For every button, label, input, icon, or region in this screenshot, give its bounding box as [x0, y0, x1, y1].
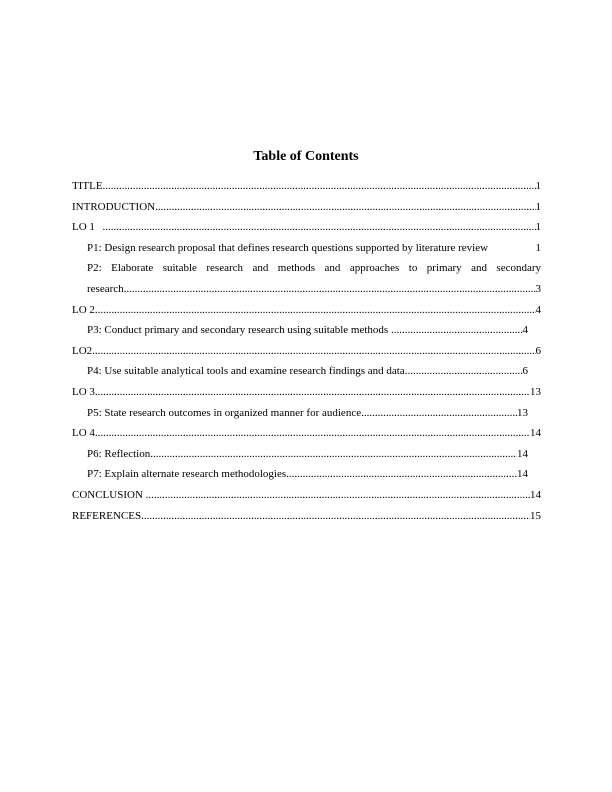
toc-page-number: 3	[535, 282, 541, 295]
toc-entry-label: P3: Conduct primary and secondary research using suitable methods	[87, 324, 391, 337]
toc-entry-conclusion[interactable]	[72, 485, 541, 506]
toc-entry-p1[interactable]	[72, 238, 541, 259]
toc-entry-lo2[interactable]	[72, 300, 541, 321]
toc-leader-dots	[361, 403, 517, 424]
toc-page-number: 13	[517, 406, 528, 419]
toc-entry-title[interactable]	[72, 176, 541, 197]
toc-entry-label: P5: State research outcomes in organized manner for audience	[87, 406, 362, 419]
toc-leader-dots	[124, 279, 536, 300]
toc-heading: Table of Contents	[253, 149, 359, 164]
toc-page-number: 14	[530, 488, 541, 501]
toc-entry-label: LO 3	[72, 385, 95, 398]
toc-page-number: 6	[535, 344, 541, 357]
toc-entry-label: P7: Explain alternate research methodologies	[87, 468, 287, 481]
toc-page-number: 14	[530, 427, 541, 440]
toc-entry-p5[interactable]	[72, 403, 528, 424]
toc-entry-lo2-alt[interactable]	[72, 341, 541, 362]
toc-page-number: 1	[535, 221, 541, 234]
toc-entry-lo3[interactable]	[72, 382, 541, 403]
toc-entry-label: REFERENCES	[72, 509, 142, 522]
toc-entry-label: INTRODUCTION	[72, 200, 156, 213]
toc-entry-label: LO2	[72, 344, 93, 357]
toc-entry-p7[interactable]	[72, 464, 528, 485]
toc-entry-label: P1: Design research proposal that defines research questions supported by literature review	[87, 241, 489, 254]
toc-leader-dots	[146, 485, 530, 506]
toc-page-number: 4	[522, 324, 528, 337]
toc-page-number: 4	[535, 303, 541, 316]
toc-page-number: 14	[517, 447, 528, 460]
toc-entry-label: LO 1	[72, 221, 95, 234]
toc-leader-dots	[95, 423, 530, 444]
toc-leader-dots	[405, 361, 523, 382]
toc-entry-p6[interactable]	[72, 444, 528, 465]
toc-entry-label: CONCLUSION	[72, 488, 146, 501]
toc-entry-lo1[interactable]	[72, 217, 541, 238]
toc-leader-dots	[391, 320, 523, 341]
toc-entry-label: TITLE	[72, 180, 103, 192]
toc-leader-dots	[141, 506, 530, 527]
toc-page-number: 14	[517, 468, 528, 481]
toc-page-number: 13	[530, 385, 541, 398]
toc-page-number: 6	[522, 365, 528, 378]
toc-entry-label: LO 4	[72, 427, 95, 440]
toc-leader-dots	[95, 382, 530, 403]
toc-entry-label-line2: research	[87, 282, 124, 295]
toc-leader-dots	[92, 341, 535, 362]
toc-leader-dots	[95, 300, 536, 321]
toc-entry-p3[interactable]	[72, 320, 528, 341]
toc-leader-dots	[150, 444, 517, 465]
toc-page-number: 1	[535, 200, 541, 213]
toc-entry-p4[interactable]	[72, 361, 528, 382]
toc-entry-label: P6: Reflection	[87, 447, 151, 460]
toc-entry-references[interactable]	[72, 506, 541, 527]
toc-page-number: 1	[535, 241, 541, 254]
toc-leader-dots	[155, 197, 535, 218]
toc-leader-dots	[103, 217, 536, 238]
toc-page-number: 1	[535, 180, 541, 192]
toc-entry-introduction[interactable]	[72, 197, 541, 218]
table-of-contents	[72, 176, 541, 526]
toc-entry-label-line1: P2: Elaborate suitable research and methods and approaches to primary and secondary	[87, 262, 541, 275]
toc-entry-p2[interactable]	[72, 258, 541, 299]
toc-entry-label: LO 2	[72, 303, 95, 316]
toc-leader-dots	[103, 176, 536, 197]
toc-leader-dots	[286, 464, 517, 485]
toc-entry-lo4[interactable]	[72, 423, 541, 444]
toc-page-number: 15	[530, 509, 541, 522]
toc-entry-label: P4: Use suitable analytical tools and examine research findings and data	[87, 365, 405, 378]
